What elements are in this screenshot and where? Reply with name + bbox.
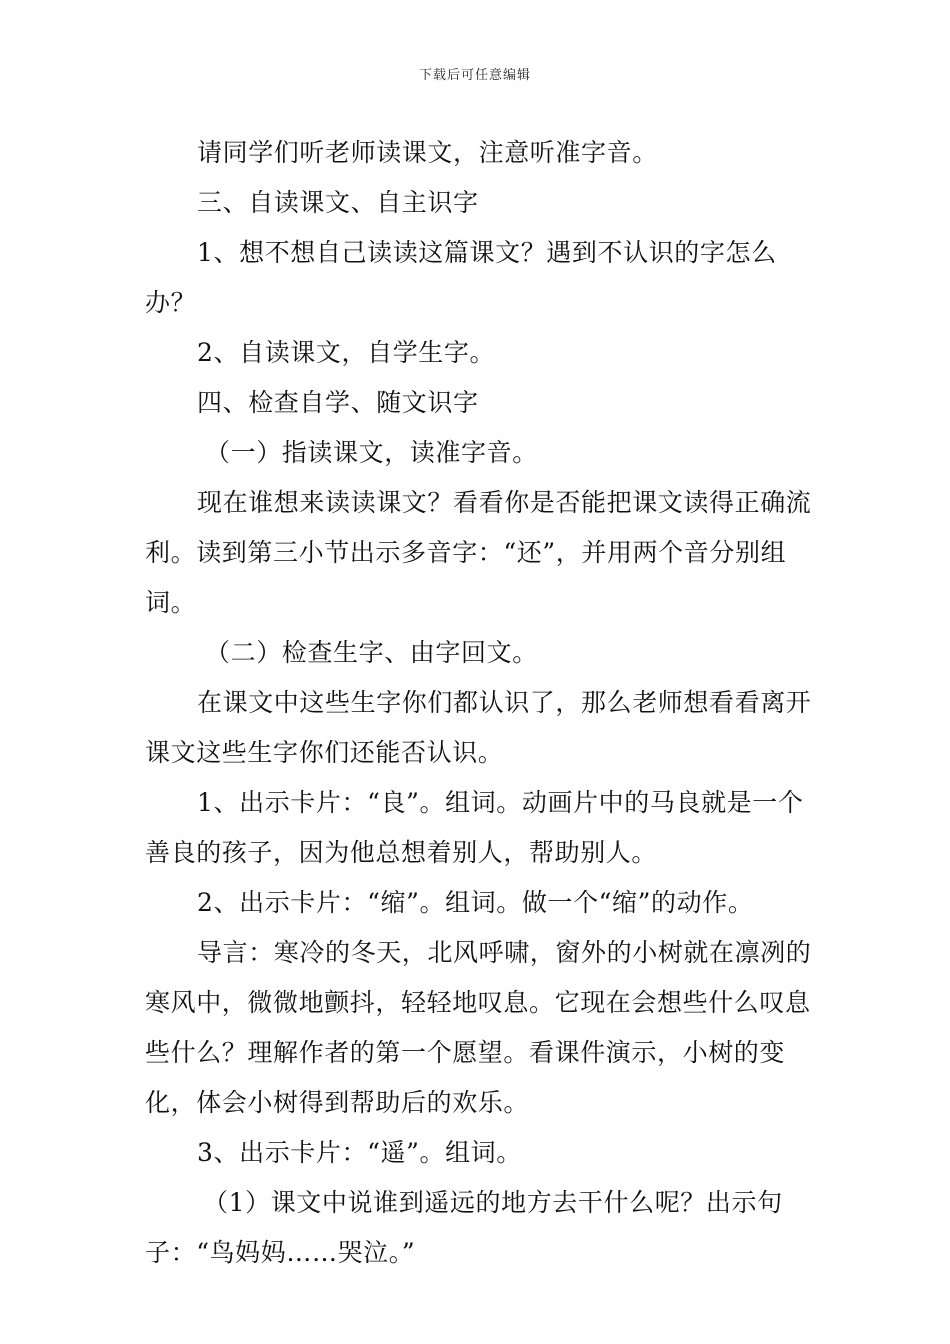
list-item-1-card-liang: 1、出示卡片：“良”。组词。动画片中的马良就是一个善良的孩子，因为他总想着别人，帮助别人。 (145, 788, 804, 867)
paragraph-question-one: （1）课文中说谁到遥远的地方去干什么呢？出示句子：“鸟妈妈……哭泣。” (145, 1188, 783, 1267)
document-body (145, 128, 825, 1278)
subheading-two-check-characters: （二）检查生字、由字回文。 (205, 638, 538, 667)
list-item-1-self-read: 1、想不想自己读读这篇课文？遇到不认识的字怎么办？ (145, 238, 777, 317)
list-item-2-self-study: 2、自读课文，自学生字。 (197, 338, 496, 367)
subheading-one-read-aloud: （一）指读课文，读准字音。 (205, 438, 538, 467)
list-item-2-card-suo: 2、出示卡片：“缩”。组词。做一个“缩”的动作。 (197, 888, 754, 917)
page-header: 下载后可任意编辑 (418, 68, 531, 83)
list-item-3-card-yao: 3、出示卡片：“遥”。组词。 (197, 1138, 522, 1167)
section-heading-check-study: 四、检查自学、随文识字 (197, 388, 479, 417)
paragraph-recognize-characters: 在课文中这些生字你们都认识了，那么老师想看看离开课文这些生字你们还能否认识。 (145, 688, 812, 767)
paragraph-introduction: 导言：寒冷的冬天，北风呼啸，窗外的小树就在凛冽的寒风中，微微地颤抖，轻轻地叹息。它现在会想些什么叹息些什么？理解作者的第一个愿望。看课件演示，小树的变化，体会小树得到帮助后的欢乐。 (145, 938, 812, 1117)
section-heading-self-reading: 三、自读课文、自主识字 (197, 188, 479, 217)
paragraph-who-reads: 现在谁想来读读课文？看看你是否能把课文读得正确流利。读到第三小节出示多音字：“还”，并用两个音分别组词。 (145, 488, 812, 617)
paragraph-listen-reading: 请同学们听老师读课文，注意听准字音。 (197, 138, 658, 167)
